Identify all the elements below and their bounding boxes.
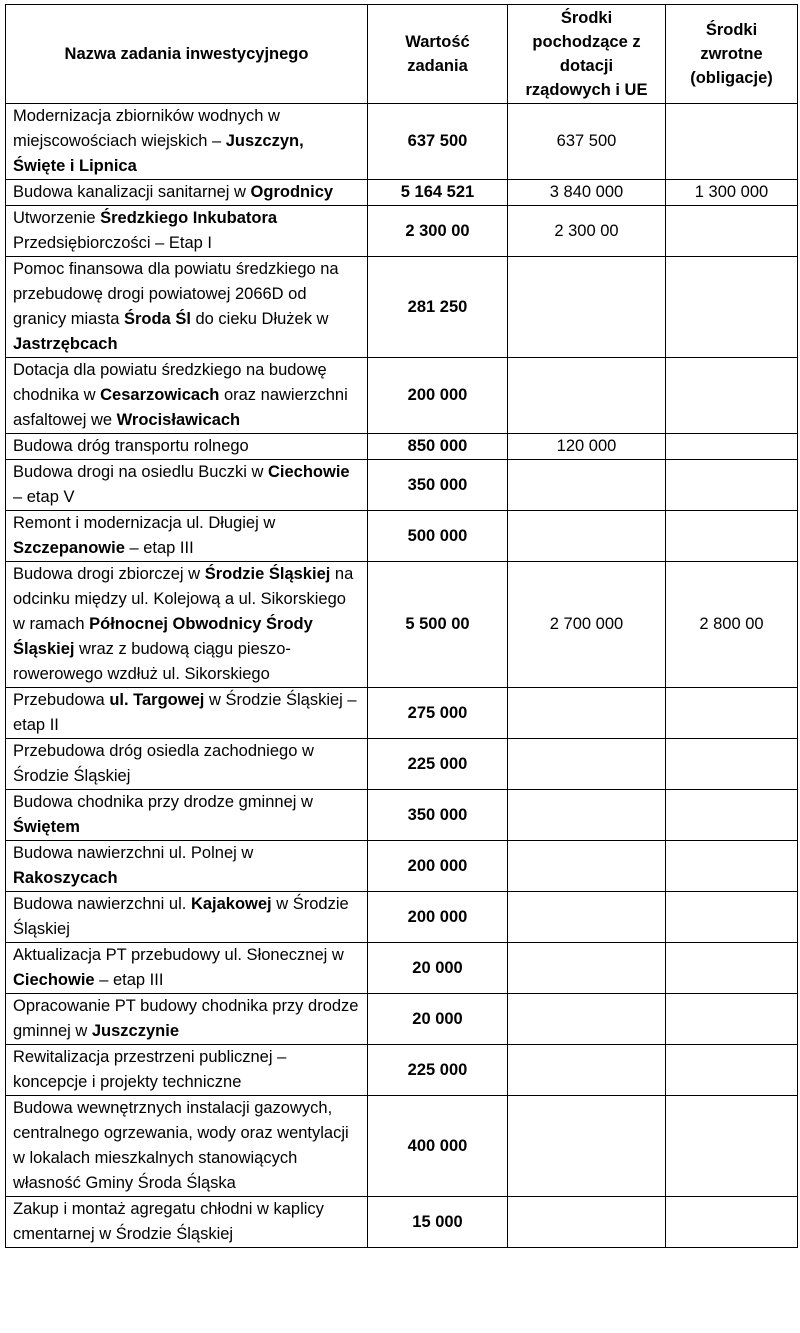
header-value: Wartość zadania	[368, 5, 508, 104]
task-bonds	[666, 511, 798, 562]
task-bonds	[666, 257, 798, 358]
task-grants	[508, 1197, 666, 1248]
task-name-bold-part: ul. Targowej	[109, 691, 205, 709]
task-bonds	[666, 1045, 798, 1096]
task-value: 225 000	[368, 739, 508, 790]
task-name	[6, 790, 368, 841]
task-value: 275 000	[368, 688, 508, 739]
task-value: 500 000	[368, 511, 508, 562]
table-row	[6, 688, 798, 739]
task-name-part: do cieku Dłużek w	[190, 310, 329, 328]
header-bonds: Środki zwrotne (obligacje)	[666, 5, 798, 104]
table-row	[6, 180, 798, 206]
task-name	[6, 358, 368, 434]
task-name-part: Budowa dróg transportu rolnego	[13, 437, 249, 455]
task-name-bold-part: Średzkiego Inkubatora	[100, 209, 278, 227]
task-name	[6, 257, 368, 358]
table-row	[6, 994, 798, 1045]
task-name-part: w Środzie Śląskiej	[13, 895, 349, 938]
task-name	[6, 892, 368, 943]
task-name	[6, 1197, 368, 1248]
task-name-bold-part: Środzie Śląskiej	[204, 565, 331, 583]
task-value: 225 000	[368, 1045, 508, 1096]
table-row	[6, 257, 798, 358]
task-name-part: na odcinku między ul. Kolejową a ul. Sikorskiego w ramach	[13, 565, 354, 633]
task-name-part: Budowa nawierzchni ul.	[13, 895, 191, 913]
table-body	[6, 104, 798, 1248]
table-row	[6, 943, 798, 994]
task-name	[6, 739, 368, 790]
task-value: 850 000	[368, 434, 508, 460]
task-grants	[508, 511, 666, 562]
task-value: 200 000	[368, 358, 508, 434]
task-name-part: Przebudowa dróg osiedla zachodniego w Środzie Śląskiej	[13, 742, 314, 785]
task-name-part: Budowa chodnika przy drodze gminnej w	[13, 793, 313, 811]
task-name-part: Przedsiębiorczości – Etap I	[13, 234, 213, 252]
task-bonds	[666, 104, 798, 180]
task-grants: 637 500	[508, 104, 666, 180]
task-grants: 2 300 00	[508, 206, 666, 257]
task-name-part: Utworzenie	[13, 209, 101, 227]
task-bonds	[666, 1096, 798, 1197]
task-value: 200 000	[368, 892, 508, 943]
table-row	[6, 1096, 798, 1197]
task-name	[6, 688, 368, 739]
task-name-part: Modernizacja zbiorników wodnych w miejscowościach wiejskich –	[13, 107, 280, 150]
header-grants: Środki pochodzące z dotacji rządowych i UE	[508, 5, 666, 104]
task-value: 20 000	[368, 994, 508, 1045]
task-name-part: Rewitalizacja przestrzeni publicznej – koncepcje i projekty techniczne	[13, 1048, 287, 1091]
task-grants	[508, 688, 666, 739]
task-name-part: – etap III	[94, 971, 164, 989]
task-name	[6, 206, 368, 257]
task-value: 20 000	[368, 943, 508, 994]
task-name-part: Budowa drogi zbiorczej w	[13, 565, 205, 583]
task-name-part: Budowa nawierzchni ul. Polnej w	[13, 844, 254, 862]
task-bonds	[666, 688, 798, 739]
task-name-bold-part: Wrocisławicach	[116, 411, 241, 429]
task-bonds	[666, 790, 798, 841]
task-name-bold-part: Rakoszycach	[13, 869, 118, 887]
task-name-bold-part: Cesarzowicach	[100, 386, 220, 404]
task-value: 5 164 521	[368, 180, 508, 206]
task-name	[6, 511, 368, 562]
task-value: 350 000	[368, 460, 508, 511]
task-bonds	[666, 841, 798, 892]
task-name-part: Opracowanie PT budowy chodnika przy drodze gminnej w	[13, 997, 359, 1040]
task-name-part: Budowa drogi na osiedlu Buczki w	[13, 463, 268, 481]
task-name-part: Przebudowa	[13, 691, 110, 709]
task-bonds	[666, 358, 798, 434]
task-bonds: 2 800 00	[666, 562, 798, 688]
task-name-part: Budowa kanalizacji sanitarnej w	[13, 183, 251, 201]
task-name	[6, 460, 368, 511]
task-value: 15 000	[368, 1197, 508, 1248]
task-name-part: – etap V	[13, 488, 75, 506]
task-name-part: Budowa wewnętrznych instalacji gazowych, centralnego ogrzewania, wody oraz wentylacji w lokalach mieszkalnych stanowiących własność Gminy Środa Śląska	[13, 1099, 349, 1192]
task-name	[6, 841, 368, 892]
task-grants	[508, 994, 666, 1045]
task-grants	[508, 1096, 666, 1197]
task-name	[6, 1096, 368, 1197]
task-name-bold-part: Świętem	[13, 818, 80, 836]
task-bonds	[666, 994, 798, 1045]
table-row	[6, 434, 798, 460]
header-row	[6, 5, 798, 104]
task-grants	[508, 257, 666, 358]
task-bonds	[666, 1197, 798, 1248]
table-row	[6, 104, 798, 180]
task-bonds	[666, 206, 798, 257]
task-name-bold-part: Środa Śl	[123, 310, 191, 328]
task-name-part: oraz nawierzchni asfaltowej we	[13, 386, 348, 429]
task-name-bold-part: Juszczyn, Święte i Lipnica	[13, 132, 304, 175]
task-name	[6, 994, 368, 1045]
task-name-part: Dotacja dla powiatu średzkiego na budowę chodnika w	[13, 361, 327, 404]
task-name	[6, 104, 368, 180]
task-name-bold-part: Ogrodnicy	[250, 183, 334, 201]
task-name-part: Zakup i montaż agregatu chłodni w kaplicy cmentarnej w Środzie Śląskiej	[13, 1200, 324, 1243]
task-grants	[508, 358, 666, 434]
task-grants	[508, 739, 666, 790]
task-name-part: Pomoc finansowa dla powiatu średzkiego na przebudowę drogi powiatowej 2066D od granicy miasta	[13, 260, 339, 328]
task-bonds	[666, 943, 798, 994]
task-bonds	[666, 460, 798, 511]
table-row	[6, 562, 798, 688]
task-name-bold-part: Ciechowie	[13, 971, 95, 989]
task-value: 200 000	[368, 841, 508, 892]
task-grants	[508, 841, 666, 892]
task-grants	[508, 943, 666, 994]
task-name	[6, 562, 368, 688]
table-row	[6, 892, 798, 943]
task-grants: 2 700 000	[508, 562, 666, 688]
task-grants: 3 840 000	[508, 180, 666, 206]
table-row	[6, 841, 798, 892]
task-name-part: Remont i modernizacja ul. Długiej w	[13, 514, 276, 532]
task-name	[6, 434, 368, 460]
task-value: 281 250	[368, 257, 508, 358]
task-name	[6, 943, 368, 994]
task-bonds	[666, 434, 798, 460]
task-name	[6, 1045, 368, 1096]
table-row	[6, 1197, 798, 1248]
task-grants	[508, 1045, 666, 1096]
task-bonds: 1 300 000	[666, 180, 798, 206]
task-name-part: – etap III	[124, 539, 194, 557]
table-row	[6, 511, 798, 562]
table-row	[6, 790, 798, 841]
task-name-bold-part: Juszczynie	[91, 1022, 179, 1040]
task-name-part: w Środzie Śląskiej – etap II	[13, 691, 357, 734]
header-name: Nazwa zadania inwestycyjnego	[6, 5, 368, 104]
task-value: 350 000	[368, 790, 508, 841]
task-name	[6, 180, 368, 206]
table-row	[6, 1045, 798, 1096]
task-bonds	[666, 892, 798, 943]
task-value: 637 500	[368, 104, 508, 180]
task-name-part: Aktualizacja PT przebudowy ul. Słonecznej w	[13, 946, 344, 964]
table-row	[6, 739, 798, 790]
table-row	[6, 460, 798, 511]
task-grants	[508, 790, 666, 841]
task-name-bold-part: Północnej Obwodnicy Środy Śląskiej	[13, 615, 313, 658]
task-grants: 120 000	[508, 434, 666, 460]
task-bonds	[666, 739, 798, 790]
task-grants	[508, 892, 666, 943]
task-grants	[508, 460, 666, 511]
task-name-part: wraz z budową ciągu pieszo-rowerowego wzdłuż ul. Sikorskiego	[13, 640, 291, 683]
task-name-bold-part: Ciechowie	[267, 463, 350, 481]
task-name-bold-part: Kajakowej	[190, 895, 272, 913]
investment-table	[5, 4, 798, 1248]
task-name-bold-part: Szczepanowie	[13, 539, 125, 557]
table-row	[6, 358, 798, 434]
task-value: 5 500 00	[368, 562, 508, 688]
task-name-bold-part: Jastrzębcach	[13, 335, 118, 353]
task-value: 400 000	[368, 1096, 508, 1197]
task-value: 2 300 00	[368, 206, 508, 257]
table-row	[6, 206, 798, 257]
